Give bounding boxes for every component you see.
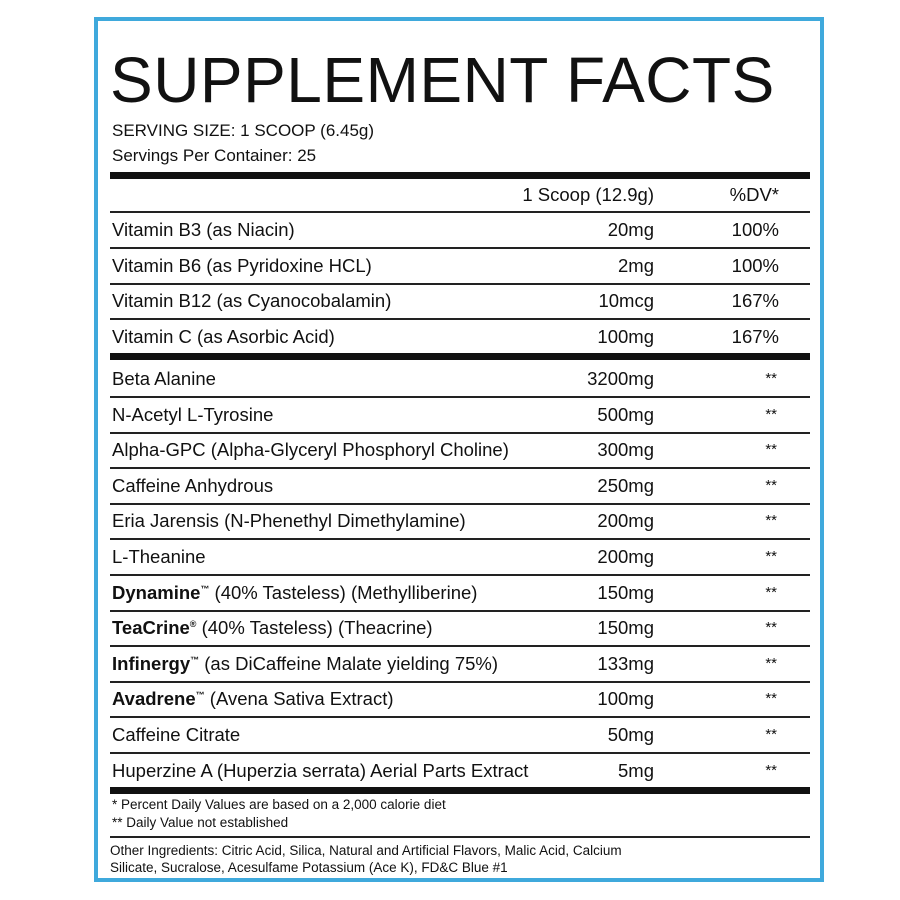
table-row	[110, 539, 810, 575]
ingredient-detail: (40% Tasteless) (Theacrine)	[196, 617, 433, 639]
table-row	[110, 610, 810, 646]
ingredient-dv: 167%	[731, 325, 779, 347]
table-row	[110, 503, 810, 539]
ingredient-detail: (as DiCaffeine Malate yielding 75%)	[199, 652, 499, 674]
label-title: SUPPLEMENT FACTS	[110, 44, 775, 116]
ingredient-amount: 10mcg	[598, 290, 654, 311]
ingredient-dv: **	[765, 476, 777, 494]
serving-size: SERVING SIZE: 1 SCOOP (6.45g)	[112, 121, 375, 140]
ingredient-dv: **	[765, 690, 777, 708]
ingredient-detail: (Avena Sativa Extract)	[204, 688, 394, 710]
ingredient-amount: 133mg	[597, 652, 654, 674]
trademark-mark: ™	[200, 583, 210, 594]
ingredient-name: Caffeine Anhydrous	[112, 474, 274, 496]
ingredient-dv: **	[765, 441, 777, 459]
ingredient-amount: 5mg	[618, 759, 654, 781]
table-row	[110, 361, 810, 397]
ingredient-amount: 500mg	[597, 403, 654, 425]
table-row	[110, 432, 810, 468]
ingredient-name: L-Theanine	[112, 546, 206, 567]
ingredient-name: Vitamin C (as Asorbic Acid)	[112, 325, 335, 347]
table-row	[110, 468, 810, 504]
ingredient-amount: 3200mg	[587, 368, 654, 389]
ingredient-dv: **	[765, 548, 777, 565]
ingredient-amount: 2mg	[618, 254, 654, 276]
brand-name: Infinergy	[112, 652, 191, 674]
table-row	[110, 646, 810, 682]
ingredient-name: Vitamin B12 (as Cyanocobalamin)	[112, 290, 392, 311]
column-header-row	[110, 177, 810, 213]
ingredient-name: Vitamin B3 (as Niacin)	[112, 219, 295, 240]
ingredient-dv: 100%	[731, 219, 779, 240]
ingredient-amount: 200mg	[597, 510, 654, 532]
ingredient-name: Beta Alanine	[112, 368, 216, 389]
ingredient-name: Vitamin B6 (as Pyridoxine HCL)	[112, 254, 372, 276]
ingredient-amount: 300mg	[597, 439, 654, 461]
ingredient-amount: 150mg	[597, 581, 654, 603]
ingredient-name: Huperzine A (Huperzia serrata) Aerial Parts Extract	[112, 759, 529, 781]
ingredient-amount: 200mg	[597, 546, 654, 567]
rule-middle	[110, 353, 810, 360]
table-row	[110, 575, 810, 611]
ingredient-dv: **	[765, 405, 777, 423]
rule-other	[110, 836, 810, 838]
ingredient-dv: **	[765, 512, 777, 530]
table-row	[110, 717, 810, 753]
brand-name: Dynamine	[112, 581, 201, 603]
trademark-mark: ™	[190, 654, 200, 665]
ingredient-dv: **	[765, 761, 777, 779]
ingredient-dv: **	[765, 370, 777, 387]
rule-footer	[110, 787, 810, 794]
table-row	[110, 397, 810, 433]
ingredient-amount: 100mg	[597, 325, 654, 347]
ingredient-name: Alpha-GPC (Alpha-Glyceryl Phosphoryl Choline)	[112, 439, 509, 461]
ingredient-amount: 150mg	[597, 617, 654, 639]
brand-name: TeaCrine	[112, 617, 190, 639]
brand-name: Avadrene	[112, 688, 196, 710]
ingredient-name: Caffeine Citrate	[112, 724, 241, 745]
table-row	[110, 319, 810, 355]
dv-header: %DV*	[729, 184, 779, 205]
ingredient-dv: **	[765, 619, 777, 637]
ingredient-dv: **	[765, 654, 777, 672]
ingredient-amount: 20mg	[607, 219, 654, 240]
table-row	[110, 283, 810, 319]
table-row	[110, 681, 810, 717]
ingredient-name	[112, 646, 498, 682]
trademark-mark: ®	[189, 619, 197, 630]
footnote-dv: * Percent Daily Values are based on a 2,000 calorie diet	[112, 797, 446, 812]
table-row	[110, 212, 810, 248]
footnote-not-established: ** Daily Value not established	[112, 815, 289, 830]
ingredient-name: N-Acetyl L-Tyrosine	[112, 403, 274, 425]
ingredient-dv: 167%	[731, 290, 779, 311]
ingredient-dv: **	[765, 583, 777, 601]
ingredient-name: Eria Jarensis (N-Phenethyl Dimethylamine)	[112, 510, 466, 532]
table-row	[110, 753, 810, 789]
ingredient-detail: (40% Tasteless) (Methylliberine)	[209, 581, 478, 603]
servings-per-container: Servings Per Container: 25	[112, 146, 317, 165]
ingredient-amount: 100mg	[597, 688, 654, 710]
ingredient-amount: 250mg	[597, 474, 654, 496]
ingredient-amount: 50mg	[607, 724, 654, 745]
trademark-mark: ™	[195, 690, 205, 701]
ingredient-name	[112, 681, 394, 717]
other-ingredients: Other Ingredients: Citric Acid, Silica, Natural and Artificial Flavors, Malic Acid, Calcium Silicate, Sucralose, Acesulfame Potassium (Ace K), FD&C Blue #1	[110, 843, 622, 875]
ingredient-dv: **	[765, 726, 777, 743]
table-row	[110, 248, 810, 284]
amount-header: 1 Scoop (12.9g)	[522, 184, 654, 205]
ingredient-name	[112, 610, 433, 646]
ingredient-name	[112, 575, 477, 611]
ingredient-dv: 100%	[731, 254, 779, 276]
